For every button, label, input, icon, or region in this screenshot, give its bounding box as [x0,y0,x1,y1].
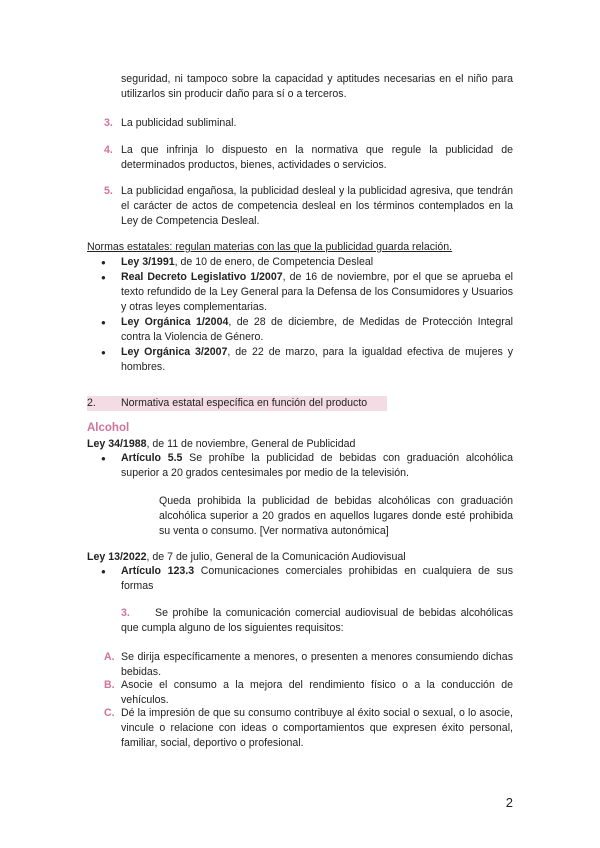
law-name: Ley 3/1991 [121,256,175,268]
item-letter: B. [104,679,115,691]
law-name: Ley 13/2022 [87,551,147,563]
alcohol-heading: Alcohol [87,422,130,434]
item-text: La publicidad engañosa, la publicidad desleal y la publicidad agresiva, que tendrán el carácter de actos de competencia desleal en los términos contemplados en la Ley de Competencia Desleal. [121,185,513,227]
law-name: Ley Orgánica 1/2004 [121,316,229,328]
law-name: Real Decreto Legislativo 1/2007 [121,271,283,283]
list-item [87,451,513,481]
article-name: Artículo 5.5 [121,452,183,464]
item-text: La publicidad subliminal. [121,117,237,129]
item-number: 3. [104,117,113,129]
list-item [87,255,513,270]
section-number: 2. [87,397,96,409]
ley34-quote: Queda prohibida la publicidad de bebidas alcohólicas con graduación alcohólica superior a 20 grados en aquellos lugares donde esté prohibida su venta o consumo. [Ver normativa autonómica] [159,495,513,537]
normas-heading: Normas estatales: regulan materias con las que la publicidad guarda relación. [87,241,453,253]
law-desc: , de 10 de enero, de Competencia Desleal [174,256,374,268]
ley13-article [87,564,513,594]
item-number: 4. [104,144,113,156]
law-desc: , de 28 de diciembre, de Medidas de Protección Integral contra la Violencia de Género. [121,316,513,343]
law-desc: , de 16 de noviembre, por el que se aprueba el texto refundido de la Ley General para la Defensa de los Consumidores y Usuarios y otras leyes complementarias. [121,271,513,313]
list-item [87,345,513,375]
item-text: La que infrinja lo dispuesto en la normativa que regule la publicidad de determinados productos, bienes, actividades o servicios. [121,144,513,171]
continuation-paragraph: seguridad, ni tampoco sobre la capacidad y aptitudes necesarias en el niño para utilizarlos sin producir daño para sí o a terceros. [121,73,513,100]
list-item [87,270,513,315]
article-name: Artículo 123.3 [121,565,195,577]
law-desc: , de 11 de noviembre, General de Publicidad [146,438,356,450]
ley34-article [87,451,513,481]
section-title: Normativa estatal específica en función del producto [121,397,368,409]
article-text: Comunicaciones comerciales prohibidas en cualquiera de sus formas [121,565,513,592]
normas-list [87,255,513,375]
ley13-subitem [121,606,513,636]
law-desc: , de 22 de marzo, para la igualdad efectiva de mujeres y hombres. [121,346,513,373]
item-letter: A. [104,651,115,663]
item-letter: C. [104,707,115,719]
law-name: Ley Orgánica 3/2007 [121,346,228,358]
item-text: Dé la impresión de que su consumo contribuye al éxito social o sexual, o lo asocie, vincule o relacione con ideas o comportamientos que expresen éxito personal, familiar, social, deportivo o profesional. [121,707,513,749]
item-text: Asocie el consumo a la mejora del rendimiento físico o a la conducción de vehículos. [121,679,513,706]
item-text: Se dirija específicamente a menores, o presenten a menores consumiendo dichas bebidas. [121,651,513,678]
page-number: 2 [505,795,513,810]
article-text: Se prohíbe la publicidad de bebidas con graduación alcohólica superior a 20 grados centesimales por medio de la televisión. [121,452,513,479]
list-item [87,564,513,594]
ley34-heading [87,437,513,452]
item-number: 3. [121,607,130,619]
list-item [87,315,513,345]
ley13-heading [87,550,513,565]
law-desc: , de 7 de julio, General de la Comunicación Audiovisual [146,551,406,563]
law-name: Ley 34/1988 [87,438,147,450]
item-number: 5. [104,185,113,197]
item-text: Se prohíbe la comunicación comercial audiovisual de bebidas alcohólicas que cumpla alguno de los siguientes requisitos: [121,607,513,634]
